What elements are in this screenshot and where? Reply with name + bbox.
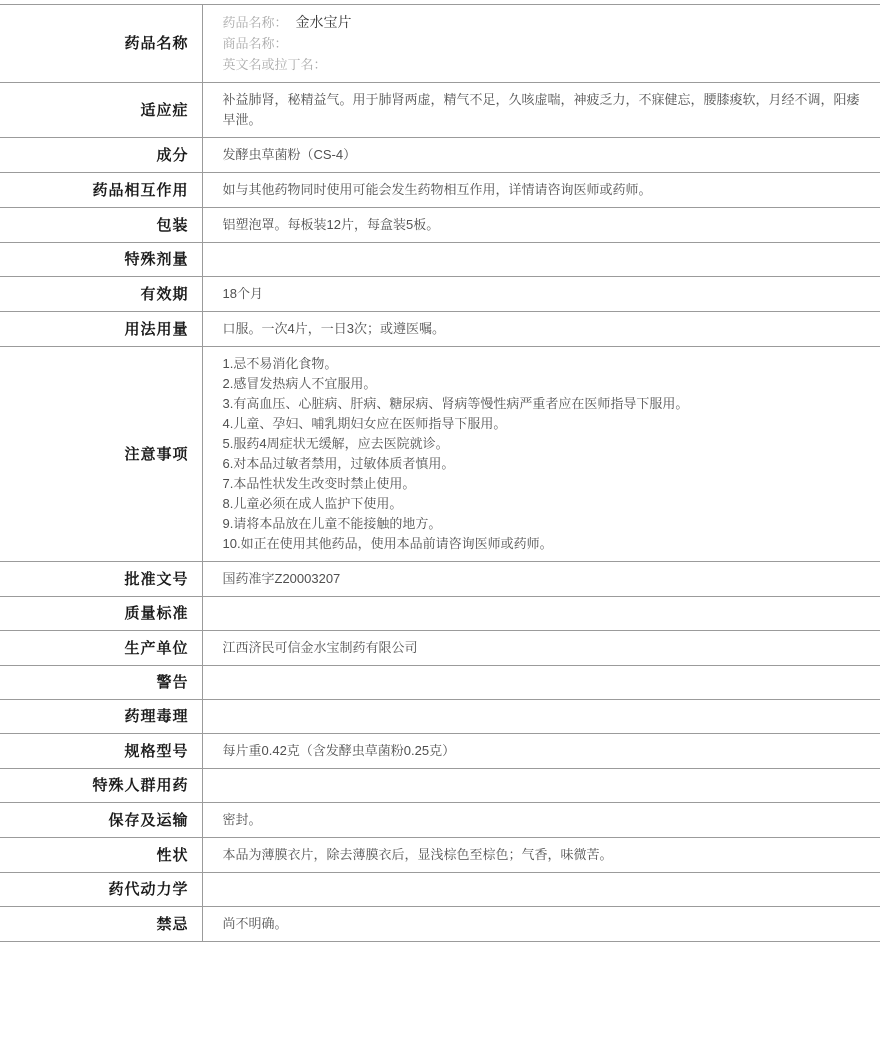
notice-item: 10.如正在使用其他药品，使用本品前请咨询医师或药师。 xyxy=(222,536,553,551)
table-row xyxy=(0,138,880,173)
row-content: 本品为薄膜衣片，除去薄膜衣后，显浅棕色至棕色；气香，味微苦。 xyxy=(222,847,613,862)
row-label: 用法用量 xyxy=(0,312,202,347)
row-label: 药品相互作用 xyxy=(0,173,202,208)
table-row xyxy=(0,5,880,83)
row-content: 18个月 xyxy=(222,286,263,301)
field-label: 英文名或拉丁名： xyxy=(222,57,327,72)
row-label: 性状 xyxy=(0,838,202,873)
name-field-line xyxy=(223,33,867,54)
row-content: 补益肺肾，秘精益气。用于肺肾两虚，精气不足，久咳虚喘，神疲乏力，不寐健忘，腰膝痠软，月经不调，阳痿早泄。 xyxy=(222,92,860,127)
row-content: 发酵虫草菌粉（CS-4） xyxy=(222,147,357,162)
table-row xyxy=(0,700,880,734)
row-content xyxy=(202,597,880,631)
notice-item: 1.忌不易消化食物。 xyxy=(222,356,338,371)
row-label: 规格型号 xyxy=(0,734,202,769)
row-label: 药理毒理 xyxy=(0,700,202,734)
row-content xyxy=(202,243,880,277)
row-label: 生产单位 xyxy=(0,631,202,666)
drug-info-table xyxy=(0,4,880,942)
table-row xyxy=(0,83,880,138)
table-row xyxy=(0,769,880,803)
table-row xyxy=(0,243,880,277)
row-content: 密封。 xyxy=(222,812,262,827)
row-content: 口服。一次4片，一日3次；或遵医嘱。 xyxy=(222,321,445,336)
row-content xyxy=(202,700,880,734)
table-row xyxy=(0,631,880,666)
notice-item: 6.对本品过敏者禁用，过敏体质者慎用。 xyxy=(222,456,455,471)
name-field-line xyxy=(223,12,867,33)
row-label: 药代动力学 xyxy=(0,873,202,907)
field-label: 药品名称： xyxy=(222,15,288,30)
row-label: 注意事项 xyxy=(0,347,202,562)
notice-item: 5.服药4周症状无缓解，应去医院就诊。 xyxy=(222,436,449,451)
row-label: 成分 xyxy=(0,138,202,173)
table-row xyxy=(0,666,880,700)
table-row xyxy=(0,208,880,243)
notice-item: 2.感冒发热病人不宜服用。 xyxy=(222,376,377,391)
row-content: 国药准字Z20003207 xyxy=(222,571,341,586)
row-content xyxy=(202,666,880,700)
table-row xyxy=(0,734,880,769)
name-field-line xyxy=(223,54,867,75)
table-row xyxy=(0,312,880,347)
row-label: 禁忌 xyxy=(0,907,202,942)
row-label: 有效期 xyxy=(0,277,202,312)
notice-item: 9.请将本品放在儿童不能接触的地方。 xyxy=(222,516,442,531)
row-label: 适应症 xyxy=(0,83,202,138)
row-label: 保存及运输 xyxy=(0,803,202,838)
row-content xyxy=(202,347,880,562)
row-content xyxy=(202,873,880,907)
notice-item: 3.有高血压、心脏病、肝病、糖尿病、肾病等慢性病严重者应在医师指导下服用。 xyxy=(222,396,689,411)
notice-item: 8.儿童必须在成人监护下使用。 xyxy=(222,496,403,511)
table-row xyxy=(0,597,880,631)
row-content: 江西济民可信金水宝制药有限公司 xyxy=(222,640,418,655)
row-label: 特殊人群用药 xyxy=(0,769,202,803)
table-row xyxy=(0,562,880,597)
row-label: 包装 xyxy=(0,208,202,243)
row-label: 批准文号 xyxy=(0,562,202,597)
row-content: 如与其他药物同时使用可能会发生药物相互作用，详情请咨询医师或药师。 xyxy=(222,182,652,197)
row-content xyxy=(202,769,880,803)
table-row xyxy=(0,173,880,208)
row-label: 特殊剂量 xyxy=(0,243,202,277)
row-label: 质量标准 xyxy=(0,597,202,631)
table-row xyxy=(0,907,880,942)
row-content: 每片重0.42克（含发酵虫草菌粉0.25克） xyxy=(222,743,456,758)
drug-info-rows xyxy=(0,5,880,942)
table-row xyxy=(0,803,880,838)
notice-item: 4.儿童、孕妇、哺乳期妇女应在医师指导下服用。 xyxy=(222,416,507,431)
row-content: 尚不明确。 xyxy=(222,916,288,931)
table-row xyxy=(0,838,880,873)
field-label: 商品名称： xyxy=(222,36,288,51)
table-row xyxy=(0,347,880,562)
row-content xyxy=(202,5,880,83)
table-row xyxy=(0,873,880,907)
row-label: 药品名称 xyxy=(0,5,202,83)
row-label: 警告 xyxy=(0,666,202,700)
row-content: 铝塑泡罩。每板装12片，每盒装5板。 xyxy=(222,217,440,232)
field-value: 金水宝片 xyxy=(295,14,352,30)
table-row xyxy=(0,277,880,312)
notice-item: 7.本品性状发生改变时禁止使用。 xyxy=(222,476,416,491)
